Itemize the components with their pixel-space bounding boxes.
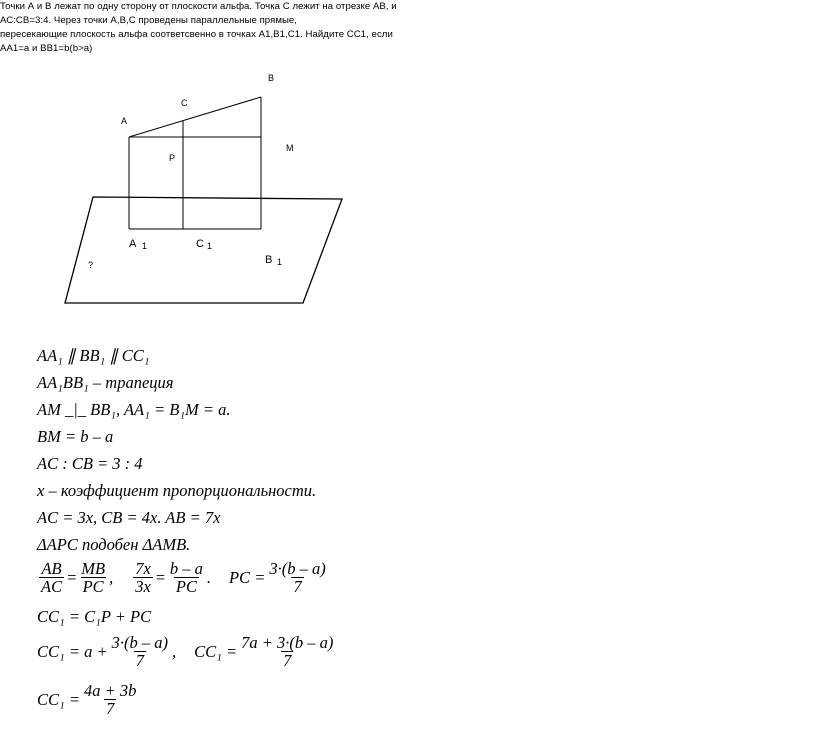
fraction-denominator: 7 bbox=[135, 651, 144, 670]
fraction-numerator: AB bbox=[41, 559, 62, 578]
fraction-numerator: 4a + 3b bbox=[84, 681, 137, 700]
separator: . bbox=[206, 567, 212, 587]
problem-line-2: АС:СВ=3:4. Через точки А,В,С проведены параллельные прямые, bbox=[0, 15, 298, 26]
fraction-numerator: 3·(b – a) bbox=[269, 559, 326, 578]
solution-line-9 bbox=[37, 560, 330, 595]
fraction-numerator: 3·(b – a) bbox=[111, 633, 169, 652]
problem-statement bbox=[0, 0, 815, 56]
problem-line-1: Точки А и В лежат по одну сторону от плоскости альфа. Точка С лежит на отрезке АВ, и bbox=[0, 1, 397, 12]
pc-lhs: PC = bbox=[229, 567, 266, 587]
label-b1-sub: 1 bbox=[277, 257, 283, 267]
equals-sign: = bbox=[66, 567, 78, 587]
label-question: ? bbox=[88, 260, 94, 270]
cc1-lhs: CC₁ = bbox=[37, 689, 81, 709]
label-a1-sub: 1 bbox=[142, 241, 148, 251]
label-c: C bbox=[181, 98, 188, 108]
solution-line-10: CC₁ = C₁P + PC bbox=[37, 607, 152, 626]
cc1-lhs: CC₁ = a + bbox=[37, 641, 108, 661]
fraction-numerator: 7a + 3·(b – a) bbox=[241, 633, 334, 652]
fraction-ab-ac bbox=[39, 560, 64, 595]
separator: , bbox=[172, 641, 177, 661]
fraction-numerator: MB bbox=[81, 559, 106, 578]
solution-line-5: AC : CB = 3 : 4 bbox=[37, 454, 143, 473]
solution-line-6: x – коэффициент пропорциональности. bbox=[37, 481, 317, 500]
segment-ab bbox=[129, 97, 261, 137]
label-b: B bbox=[268, 73, 275, 83]
fraction-numerator: 7x bbox=[135, 559, 151, 578]
fraction-denominator: 7 bbox=[283, 651, 292, 670]
label-p: P bbox=[169, 153, 176, 163]
fraction-denominator: 3x bbox=[135, 577, 151, 596]
fraction-pc-value bbox=[267, 560, 327, 595]
fraction-pc-value bbox=[110, 634, 170, 669]
fraction-denominator: PC bbox=[82, 577, 104, 596]
fraction-mb-pc bbox=[79, 560, 107, 595]
label-a: A bbox=[121, 116, 128, 126]
geometry-figure bbox=[0, 60, 819, 320]
fraction-denominator: 7 bbox=[293, 577, 302, 596]
label-c1: C bbox=[196, 238, 204, 250]
solution-line-12 bbox=[37, 682, 140, 717]
solution-line-3: AM _|_ BB₁, AA₁ = B₁M = a. bbox=[37, 400, 231, 419]
solution-line-4: BM = b – a bbox=[37, 427, 114, 446]
plane-alpha bbox=[65, 197, 342, 303]
cc1-lhs: CC₁ = bbox=[194, 641, 238, 661]
solution-line-11 bbox=[37, 634, 337, 669]
fraction-7x-3x bbox=[133, 560, 153, 595]
label-m: M bbox=[286, 143, 294, 153]
fraction-denominator: 7 bbox=[106, 699, 115, 718]
fraction-final-answer bbox=[82, 682, 138, 717]
label-b1: B bbox=[265, 254, 273, 266]
problem-line-4: АА1=a и ВВ1=b(b>a) bbox=[0, 43, 93, 54]
solution-line-7: AC = 3x, CB = 4x. AB = 7x bbox=[37, 508, 221, 527]
label-c1-sub: 1 bbox=[207, 241, 213, 251]
fraction-ba-pc bbox=[168, 560, 205, 595]
fraction-denominator: AC bbox=[41, 577, 63, 596]
solution-line-1: AA₁ ∥ BB₁ ∥ CC₁ bbox=[37, 346, 150, 365]
solution-line-8: ΔAPC подобен ΔAMB. bbox=[37, 535, 191, 554]
fraction-cc1-combined bbox=[239, 634, 335, 669]
fraction-denominator: PC bbox=[175, 577, 197, 596]
fraction-numerator: b – a bbox=[169, 559, 203, 578]
label-a1: A bbox=[129, 238, 137, 250]
separator: , bbox=[109, 567, 114, 587]
problem-line-3: пересекающие плоскость альфа соответсвенно в точках А1,В1,С1. Найдите СС1, если bbox=[0, 29, 393, 40]
solution-line-2: AA₁BB₁ – трапеция bbox=[37, 373, 174, 392]
equals-sign: = bbox=[154, 567, 166, 587]
